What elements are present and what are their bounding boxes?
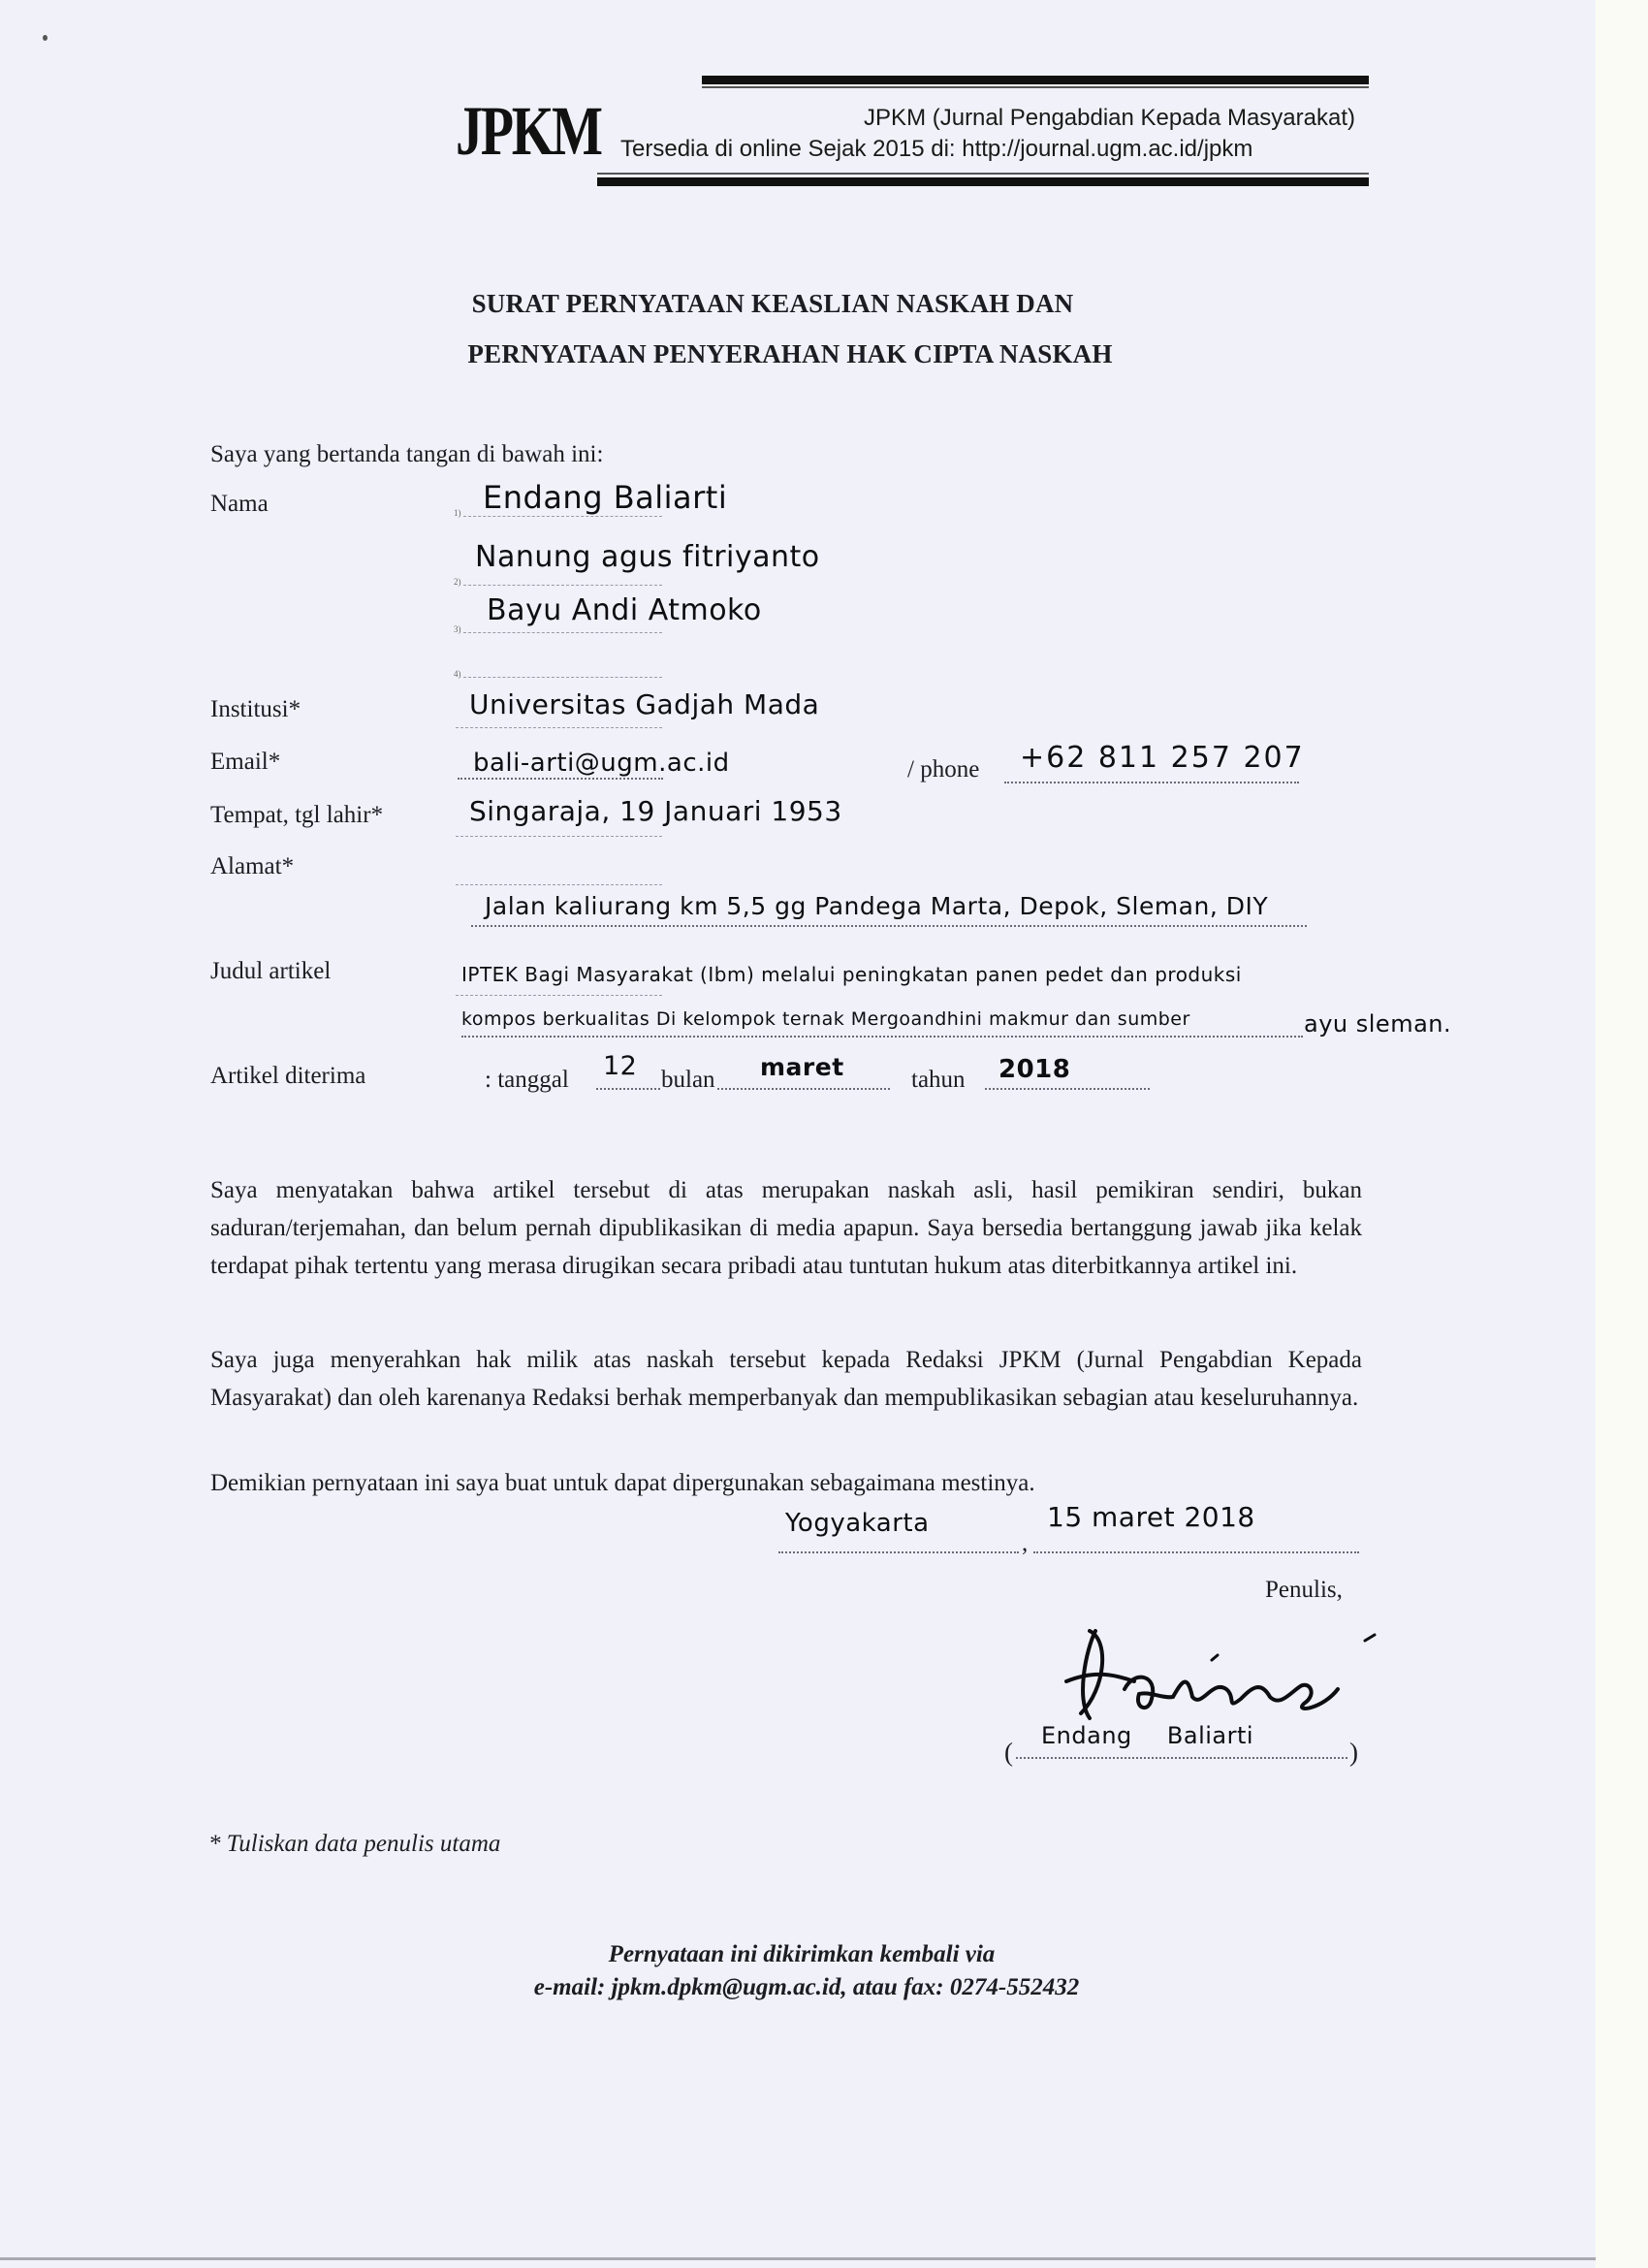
statement-paragraph-2: Saya juga menyerahkan hak milik atas naskah tersebut kepada Redaksi JPKM (Jurnal Pengabdian Kepada Masyarakat) dan oleh karenanya Redaksi berhak memperbanyak dan mempublikasikan sebagian atau keseluruhannya. — [210, 1347, 1362, 1411]
judul-value-line1[interactable]: IPTEK Bagi Masyarakat (Ibm) melalui peningkatan panen pedet dan produksi — [461, 963, 1242, 986]
phone-label: / phone — [907, 756, 980, 783]
nama-label: Nama — [210, 491, 269, 517]
ttl-label: Tempat, tgl lahir* — [210, 802, 384, 828]
judul-line-2 — [461, 1036, 1303, 1038]
bulan-label: bulan — [661, 1067, 715, 1093]
name-number-2: 2) — [454, 577, 461, 587]
judul-value-line3[interactable]: ayu sleman. — [1304, 1010, 1452, 1038]
scan-bottom-edge — [0, 2257, 1596, 2260]
place-value[interactable]: Yogyakarta — [785, 1509, 930, 1538]
name-value-3[interactable]: Bayu Andi Atmoko — [487, 593, 762, 627]
alamat-line-1 — [456, 884, 662, 885]
email-line — [458, 778, 663, 780]
footnote: * Tuliskan data penulis utama — [208, 1831, 501, 1857]
alamat-line-2 — [471, 925, 1307, 927]
judul-value-line2[interactable]: kompos berkualitas Di kelompok ternak Mergoandhini makmur dan sumber — [461, 1008, 1190, 1030]
place-line — [778, 1551, 1019, 1553]
signer-name-value[interactable]: Endang Baliarti — [1041, 1722, 1254, 1749]
name-line-4[interactable] — [463, 677, 662, 678]
tanggal-line — [596, 1088, 660, 1090]
statement-paragraph-1: Saya menyatakan bahwa artikel tersebut di atas merupakan naskah asli, hasil pemikiran sendiri, bukan saduran/terjemahan, dan belum pernah dipublikasikan di media apapun. Saya bersedia bertanggung jawab jika kelak terdapat pihak tertentu yang merasa dirugikan secara pribadi atau tuntutan hukum atas diterbitkannya artikel ini. — [210, 1177, 1362, 1279]
document-title-line2: PERNYATAAN PENYERAHAN HAK CIPTA NASKAH — [467, 339, 1113, 368]
document-title-line1: SURAT PERNYATAAN KEASLIAN NASKAH DAN — [471, 289, 1074, 318]
intro-text: Saya yang bertanda tangan di bawah ini: — [210, 441, 604, 467]
signer-open-paren: ( — [1004, 1738, 1013, 1767]
jpkm-logo: JPKM — [456, 92, 601, 170]
tahun-value[interactable]: 2018 — [998, 1055, 1071, 1084]
name-value-1[interactable]: Endang Baliarti — [483, 479, 728, 516]
penulis-label: Penulis, — [1265, 1577, 1343, 1603]
date-line — [1033, 1551, 1359, 1553]
alamat-value[interactable]: Jalan kaliurang km 5,5 gg Pandega Marta, Depok, Sleman, DIY — [485, 892, 1269, 920]
email-value[interactable]: bali-arti@ugm.ac.id — [473, 749, 730, 778]
ttl-line — [456, 836, 662, 837]
tahun-label: tahun — [911, 1067, 966, 1093]
name-number-4: 4) — [454, 669, 461, 679]
journal-name: JPKM (Jurnal Pengabdian Kepada Masyarakat) — [864, 105, 1355, 131]
tahun-line — [985, 1088, 1150, 1090]
bulan-value[interactable]: maret — [760, 1053, 844, 1081]
email-label: Email* — [210, 749, 281, 775]
journal-availability: Tersedia di online Sejak 2015 di: http://journal.ugm.ac.id/jpkm — [620, 136, 1253, 162]
signer-name-line — [1016, 1757, 1347, 1759]
place-date-comma: , — [1022, 1530, 1029, 1556]
name-line-1 — [463, 516, 662, 517]
tanggal-label: : tanggal — [485, 1067, 569, 1093]
header-rule-top — [702, 76, 1369, 84]
signer-close-paren: ) — [1349, 1738, 1358, 1767]
footer-line2: e-mail: jpkm.dpkm@ugm.ac.id, atau fax: 0274-552432 — [533, 1974, 1080, 2000]
scan-margin-strip — [1596, 0, 1648, 2268]
judul-line-1 — [456, 995, 662, 996]
bulan-line — [717, 1088, 890, 1090]
alamat-label: Alamat* — [210, 853, 295, 879]
tanggal-value[interactable]: 12 — [603, 1051, 638, 1081]
phone-value[interactable]: +62 811 257 207 — [1020, 741, 1305, 775]
date-value[interactable]: 15 maret 2018 — [1047, 1501, 1255, 1533]
diterima-label: Artikel diterima — [210, 1063, 366, 1089]
closing-paragraph: Demikian pernyataan ini saya buat untuk dapat dipergunakan sebagaimana mestinya. — [210, 1470, 1035, 1496]
phone-line — [1004, 782, 1299, 783]
institusi-value[interactable]: Universitas Gadjah Mada — [469, 688, 820, 720]
scan-speck — [43, 35, 48, 41]
name-line-3 — [463, 632, 662, 633]
handwritten-signature — [1057, 1621, 1386, 1728]
ttl-value[interactable]: Singaraja, 19 Januari 1953 — [469, 795, 842, 827]
name-number-1: 1) — [454, 508, 461, 518]
institusi-line — [456, 727, 662, 728]
institusi-label: Institusi* — [210, 696, 301, 722]
name-value-2[interactable]: Nanung agus fitriyanto — [475, 540, 820, 574]
judul-label: Judul artikel — [210, 958, 332, 984]
header-rule-bottom — [597, 177, 1369, 186]
name-number-3: 3) — [454, 624, 461, 634]
name-line-2 — [463, 585, 662, 586]
footer-line1: Pernyataan ini dikirimkan kembali via — [608, 1941, 996, 1967]
